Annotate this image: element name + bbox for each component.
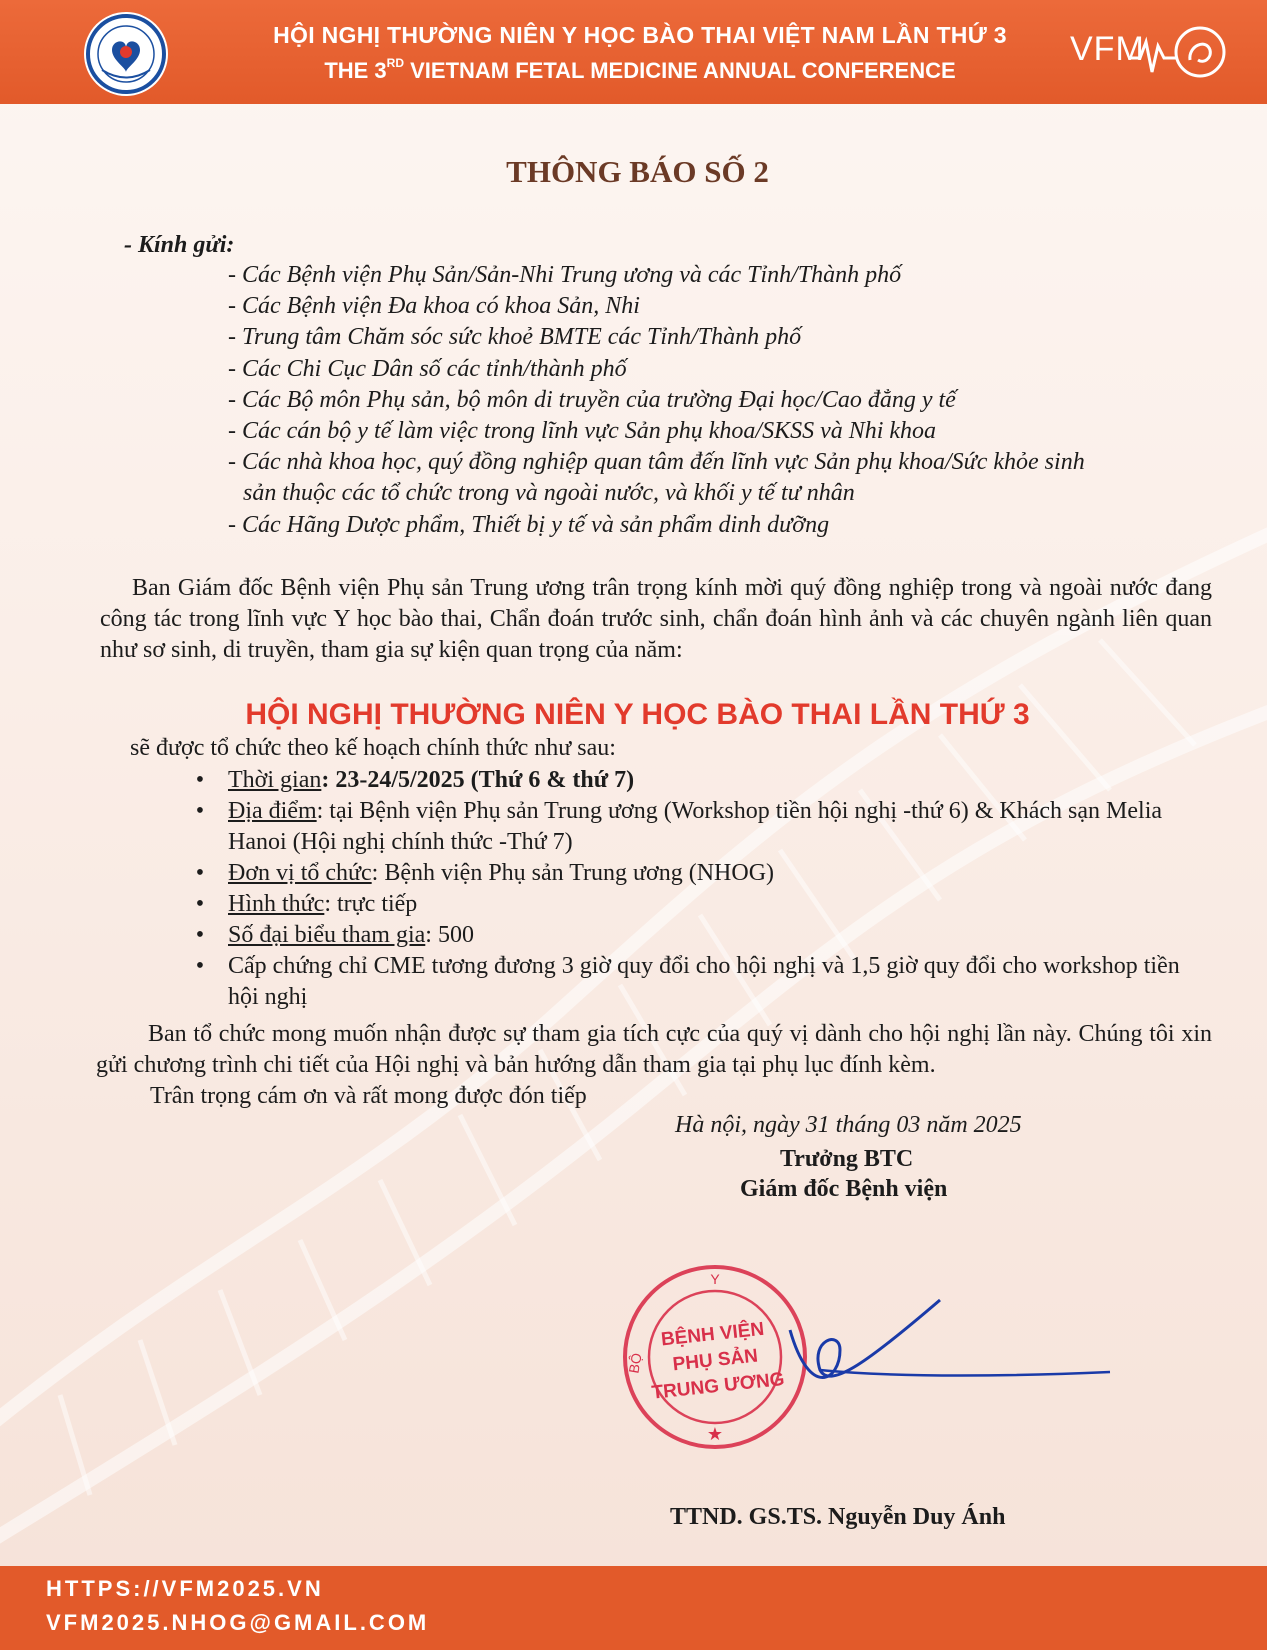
recipient-item: - Các nhà khoa học, quý đồng nghiệp quan tâm đến lĩnh vực Sản phụ khoa/Sức khỏe sinh bbox=[228, 449, 1085, 476]
bullet-icon: • bbox=[195, 798, 205, 824]
detail-time-label: Thời gian bbox=[228, 767, 322, 793]
signer-role-committee: Trưởng BTC bbox=[780, 1146, 914, 1172]
conference-title-vietnamese: HỘI NGHỊ THƯỜNG NIÊN Y HỌC BÀO THAI VIỆT NAM LẦN THỨ 3 bbox=[273, 22, 1007, 48]
closing-paragraph: Ban tổ chức mong muốn nhận được sự tham gia tích cực của quý vị dành cho hội nghị lần này. Chúng tôi xin gửi chương trình chi tiết của Hội nghị và bản hướng dẫn tham gia tại phụ lục đính kèm. bbox=[96, 1021, 1212, 1078]
stamp-top-letter: Y bbox=[710, 1271, 720, 1287]
recipient-item: - Các Hãng Dược phẩm, Thiết bị y tế và sản phẩm dinh dưỡng bbox=[228, 511, 830, 538]
greeting-label: - Kính gửi: bbox=[124, 232, 235, 258]
recipient-item: - Các Bệnh viện Đa khoa có khoa Sản, Nhi bbox=[228, 293, 640, 320]
detail-attendees-value: : 500 bbox=[425, 922, 474, 948]
detail-cme-text: Cấp chứng chỉ CME tương đương 3 giờ quy đổi cho hội nghị và 1,5 giờ quy đổi cho workshop tiền hội nghị bbox=[228, 953, 1180, 1010]
detail-organizer bbox=[190, 858, 1200, 889]
signer-name: TTND. GS.TS. Nguyễn Duy Ánh bbox=[670, 1504, 1006, 1530]
recipient-item: - Các Bộ môn Phụ sản, bộ môn di truyền của trường Đại học/Cao đẳng y tế bbox=[228, 386, 956, 413]
recipient-item-continuation: sản thuộc các tổ chức trong và ngoài nước, và khối y tế tư nhân bbox=[243, 480, 855, 507]
detail-cme bbox=[190, 951, 1200, 1013]
page-edge-strip bbox=[1267, 0, 1275, 1650]
event-details-list bbox=[190, 765, 1200, 1013]
recipient-item: - Trung tâm Chăm sóc sức khoẻ BMTE các Tỉnh/Thành phố bbox=[228, 324, 802, 351]
vfm-logo-text: VFM bbox=[1070, 30, 1145, 68]
stamp-star-icon: ★ bbox=[706, 1424, 724, 1444]
stamp-left-word: BỘ bbox=[625, 1351, 645, 1375]
bullet-icon: • bbox=[195, 767, 205, 793]
vfm-logo-icon bbox=[1058, 16, 1238, 88]
thanks-line: Trân trọng cám ơn và rất mong được đón tiếp bbox=[150, 1083, 587, 1109]
bullet-icon: • bbox=[195, 953, 205, 979]
recipient-item: - Các cán bộ y tế làm việc trong lĩnh vực Sản phụ khoa/SKSS và Nhi khoa bbox=[228, 418, 937, 445]
recipient-item: - Các Chi Cục Dân số các tỉnh/thành phố bbox=[228, 355, 627, 382]
signer-role-director: Giám đốc Bệnh viện bbox=[740, 1176, 948, 1202]
detail-venue-label: Địa điểm bbox=[228, 798, 317, 824]
bullet-icon: • bbox=[195, 860, 205, 886]
contact-footer bbox=[0, 1566, 1267, 1650]
invitation-paragraph: Ban Giám đốc Bệnh viện Phụ sản Trung ương trân trọng kính mời quý đồng nghiệp trong và ngoài nước đang công tác trong lĩnh vực Y học bào thai, Chẩn đoán trước sinh, chẩn đoán hình ảnh và các chuyên ngành liên quan như sơ sinh, di truyền, tham gia sự kiện quan trọng của năm: bbox=[100, 575, 1212, 663]
stamp-line-3: TRUNG ƯƠNG bbox=[650, 1368, 786, 1404]
title-en-prefix: THE 3 bbox=[324, 58, 387, 83]
detail-time-value: : 23-24/5/2025 (Thứ 6 & thứ 7) bbox=[321, 767, 635, 793]
title-en-suffix: VIETNAM FETAL MEDICINE ANNUAL CONFERENCE bbox=[404, 58, 956, 83]
detail-attendees-label: Số đại biểu tham gia bbox=[228, 922, 426, 948]
email-link[interactable]: VFM2025.NHOG@GMAIL.COM bbox=[46, 1610, 430, 1635]
detail-venue-value: : tại Bệnh viện Phụ sản Trung ương (Workshop tiền hội nghị -thứ 6) & Khách sạn Melia Hanoi (Hội nghị chính thức -Thứ 7) bbox=[228, 798, 1163, 855]
detail-attendees bbox=[190, 920, 1200, 951]
title-en-ordinal: RD bbox=[386, 56, 405, 70]
handwritten-signature-icon bbox=[780, 1290, 1180, 1420]
detail-format-label: Hình thức bbox=[228, 891, 325, 917]
bullet-icon: • bbox=[195, 922, 205, 948]
detail-format-value: : trực tiếp bbox=[324, 891, 418, 917]
detail-format bbox=[190, 889, 1200, 920]
document-title: THÔNG BÁO SỐ 2 bbox=[506, 154, 769, 189]
plan-intro-text: sẽ được tổ chức theo kế hoạch chính thức như sau: bbox=[130, 735, 616, 761]
recipient-item: - Các Bệnh viện Phụ Sản/Sản-Nhi Trung ương và các Tỉnh/Thành phố bbox=[228, 262, 902, 288]
stamp-line-2: PHỤ SẢN bbox=[671, 1345, 759, 1376]
conference-title-english bbox=[240, 58, 1040, 84]
detail-organizer-label: Đơn vị tổ chức bbox=[228, 860, 372, 886]
stamp-line-1: BỆNH VIỆN bbox=[660, 1318, 766, 1351]
signature-date: Hà nội, ngày 31 tháng 03 năm 2025 bbox=[675, 1112, 1022, 1138]
detail-venue bbox=[190, 796, 1200, 858]
recipient-list bbox=[228, 260, 1228, 541]
bullet-icon: • bbox=[195, 891, 205, 917]
hospital-seal-icon bbox=[82, 10, 170, 98]
detail-time bbox=[190, 765, 1200, 796]
conference-header-banner bbox=[0, 0, 1275, 104]
conference-name-heading: HỘI NGHỊ THƯỜNG NIÊN Y HỌC BÀO THAI LẦN THỨ 3 bbox=[245, 698, 1030, 731]
website-link[interactable]: HTTPS://VFM2025.VN bbox=[46, 1576, 324, 1601]
detail-organizer-value: : Bệnh viện Phụ sản Trung ương (NHOG) bbox=[371, 860, 775, 886]
